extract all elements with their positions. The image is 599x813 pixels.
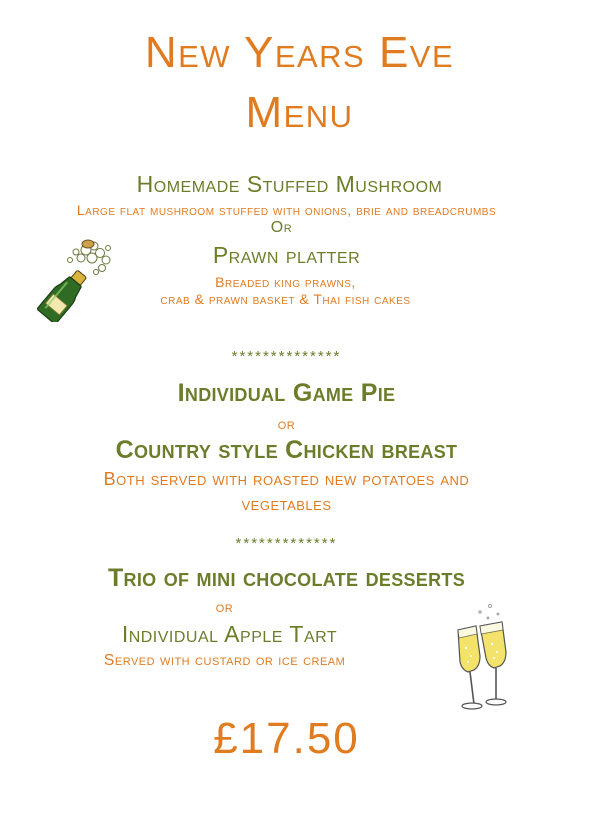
course-separator-2: *************	[235, 535, 338, 552]
main-item-game-pie: Individual Game Pie	[177, 379, 396, 407]
starter-prawn-description-line-2: crab & prawn basket & Thai fish cakes	[160, 291, 411, 307]
main-or-separator: or	[277, 416, 296, 433]
champagne-bottle-icon	[36, 238, 114, 322]
course-separator-1: **************	[231, 348, 342, 365]
menu-title-line-1: New Years Eve	[144, 28, 455, 77]
menu-title-line-2: Menu	[245, 88, 354, 137]
main-description-line-1: Both served with roasted new potatoes and	[103, 469, 470, 489]
starter-item-prawn: Prawn platter	[212, 242, 361, 268]
menu-price: £17.50	[213, 714, 360, 763]
dessert-item-chocolate: Trio of mini chocolate desserts	[107, 564, 466, 592]
starter-or-separator: Or	[270, 219, 293, 236]
starter-prawn-description-line-1: Breaded king prawns,	[215, 274, 356, 290]
dessert-description: Served with custard or ice cream	[103, 652, 346, 669]
dessert-or-separator: or	[215, 599, 234, 616]
dessert-item-apple-tart: Individual Apple Tart	[121, 621, 338, 647]
starter-mushroom-description: Large flat mushroom stuffed with onions, brie and breadcrumbs	[76, 202, 497, 218]
starter-item-mushroom: Homemade Stuffed Mushroom	[136, 171, 443, 197]
main-description-line-2: vegetables	[241, 494, 332, 514]
main-item-chicken: Country style Chicken breast	[115, 436, 458, 464]
champagne-glasses-icon	[452, 600, 514, 712]
